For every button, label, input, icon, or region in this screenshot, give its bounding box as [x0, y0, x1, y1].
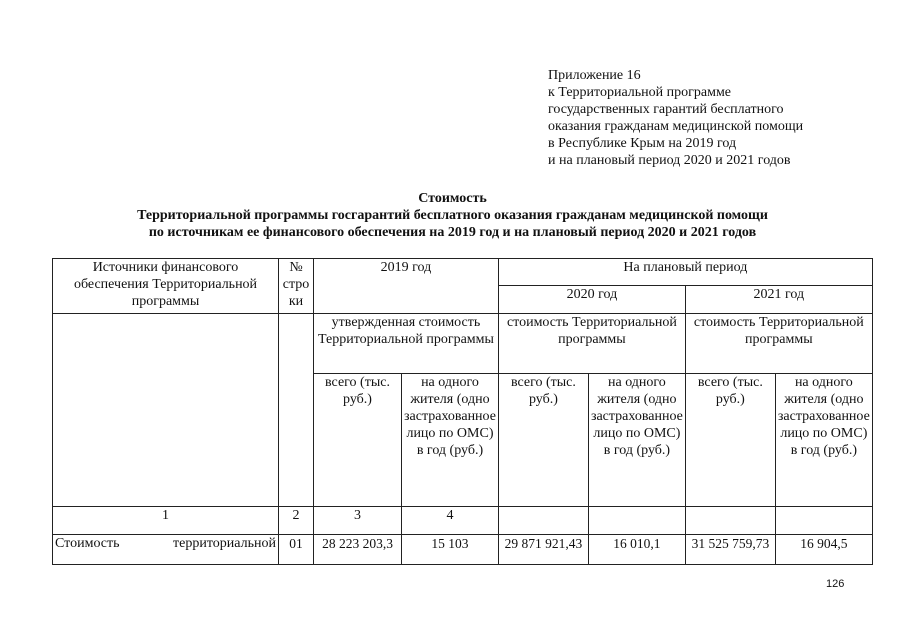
source-header: Источники финансового обеспечения Территориальной программы: [53, 259, 279, 314]
title-line: по источникам ее финансового обеспечения на 2019 год и на плановый период 2020 и 2021 годов: [148, 225, 757, 240]
col-number: 4: [402, 507, 499, 535]
total-2020-value: 29 871 921,43: [498, 535, 588, 565]
cost-table: [52, 258, 873, 565]
title-line: Территориальной программы госгарантий бесплатного оказания гражданам медицинской помощи: [137, 208, 768, 223]
col-number: [685, 507, 775, 535]
row-number: 01: [279, 535, 314, 565]
appendix-line: оказания гражданам медицинской помощи: [548, 119, 804, 134]
total-2019-header: всего (тыс. руб.): [314, 374, 402, 507]
page-number: 126: [826, 578, 845, 590]
document-title: [60, 190, 845, 241]
plan-period-header: На плановый период: [498, 259, 872, 286]
per-resident-2019-value: 15 103: [402, 535, 499, 565]
appendix-line: Приложение 16: [548, 68, 641, 83]
cost-2021-header: стоимость Территориальной программы: [685, 314, 872, 374]
col-number: 2: [279, 507, 314, 535]
year-2021-header: 2021 год: [685, 286, 872, 314]
appendix-line: к Территориальной программе: [548, 85, 732, 100]
appendix-note: [548, 67, 803, 169]
col-number: [498, 507, 588, 535]
approved-cost-header: утвержденная стоимость Территориальной программы: [314, 314, 499, 374]
per-resident-2021-header: на одного жителя (одно застрахованное лицо по ОМС) в год (руб.): [775, 374, 872, 507]
col-number: 1: [53, 507, 279, 535]
year-2019-header: 2019 год: [314, 259, 499, 314]
total-2020-header: всего (тыс. руб.): [498, 374, 588, 507]
title-line: Стоимость: [418, 191, 487, 206]
total-2021-header: всего (тыс. руб.): [685, 374, 775, 507]
total-2021-value: 31 525 759,73: [685, 535, 775, 565]
year-2020-header: 2020 год: [498, 286, 685, 314]
row-number-header: № стро ки: [279, 259, 314, 314]
col-number: [775, 507, 872, 535]
row-number-header-cont: [279, 314, 314, 507]
row-name: Стоимость территориальной: [53, 535, 279, 565]
source-header-cont: [53, 314, 279, 507]
per-resident-2021-value: 16 904,5: [775, 535, 872, 565]
cost-2020-header: стоимость Территориальной программы: [498, 314, 685, 374]
table-row: [53, 535, 873, 565]
appendix-line: и на плановый период 2020 и 2021 годов: [548, 153, 791, 168]
appendix-line: в Республике Крым на 2019 год: [548, 136, 737, 151]
total-2019-value: 28 223 203,3: [314, 535, 402, 565]
per-resident-2019-header: на одного жителя (одно застрахованное лицо по ОМС) в год (руб.): [402, 374, 499, 507]
col-number: [588, 507, 685, 535]
col-number: 3: [314, 507, 402, 535]
per-resident-2020-value: 16 010,1: [588, 535, 685, 565]
per-resident-2020-header: на одного жителя (одно застрахованное лицо по ОМС) в год (руб.): [588, 374, 685, 507]
appendix-line: государственных гарантий бесплатного: [548, 102, 784, 117]
